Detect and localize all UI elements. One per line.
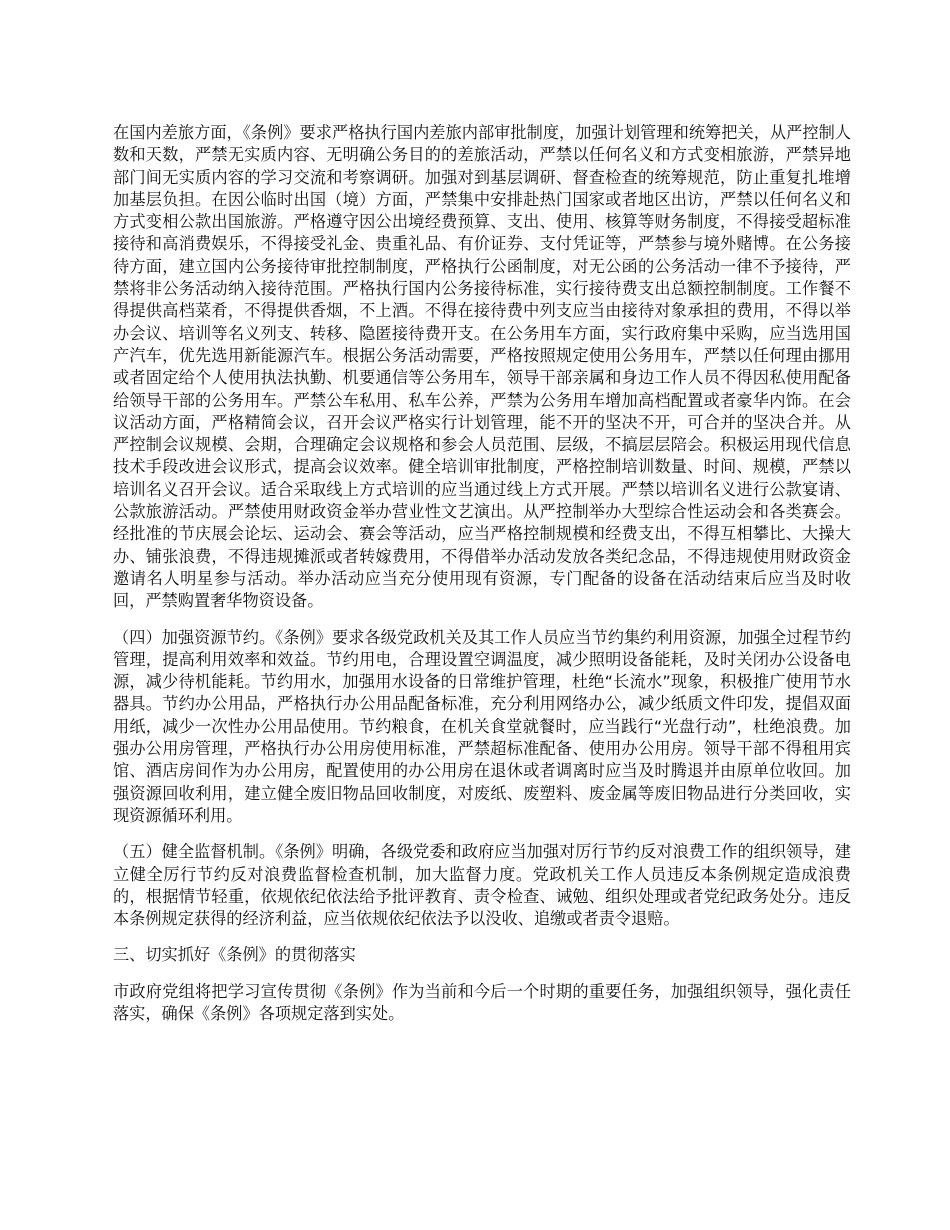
document-body <box>113 122 851 1037</box>
paragraph-supervision-mechanism: （五）健全监督机制。《条例》明确，各级党委和政府应当加强对厉行节约反对浪费工作的组织领导，建立健全厉行节约反对浪费监督检查机制，加大监督力度。党政机关工作人员违反本条例规定造成浪费的，根据情节轻重，依规依纪依法给予批评教育、责令检查、诫勉、组织处理或者党纪政务处分。违反本条例规定获得的经济利益，应当依规依纪依法予以没收、追缴或者责令退赔。 <box>113 842 851 929</box>
paragraph-resource-saving: （四）加强资源节约。《条例》要求各级党政机关及其工作人员应当节约集约利用资源，加强全过程节约管理，提高利用效率和效益。节约用电，合理设置空调温度，减少照明设备能耗，及时关闭办公设备电源，减少待机能耗。节约用水，加强用水设备的日常维护管理，杜绝“长流水”现象，积极推广使用节水器具。节约办公用品，严格执行办公用品配备标准，充分利用网络办公，减少纸质文件印发，提倡双面用纸，减少一次性办公用品使用。节约粮食，在机关食堂就餐时，应当践行“光盘行动”，杜绝浪费。加强办公用房管理，严格执行办公用房使用标准，严禁超标准配备、使用办公用房。领导干部不得租用宾馆、酒店房间作为办公用房，配置使用的办公用房在退休或者调离时应当及时腾退并由原单位收回。加强资源回收利用，建立健全废旧物品回收制度，对废纸、废塑料、废金属等废旧物品进行分类回收，实现资源循环利用。 <box>113 627 851 825</box>
paragraph-travel-reception-vehicles-meetings: 在国内差旅方面，《条例》要求严格执行国内差旅内部审批制度，加强计划管理和统筹把关，从严控制人数和天数，严禁无实质内容、无明确公务目的的差旅活动，严禁以任何名义和方式变相旅游，严禁异地部门间无实质内容的学习交流和考察调研。加强对到基层调研、督查检查的统筹规范，防止重复扎堆增加基层负担。在因公临时出国（境）方面，严禁集中安排赴热门国家或者地区出访，严禁以任何名义和方式变相公款出国旅游。严格遵守因公出境经费预算、支出、使用、核算等财务制度，不得接受超标准接待和高消费娱乐，不得接受礼金、贵重礼品、有价证券、支付凭证等，严禁参与境外赌博。在公务接待方面，建立国内公务接待审批控制制度，严格执行公函制度，对无公函的公务活动一律不予接待，严禁将非公务活动纳入接待范围。严格执行国内公务接待标准，实行接待费支出总额控制制度。工作餐不得提供高档菜肴，不得提供香烟，不上酒。不得在接待费中列支应当由接待对象承担的费用，不得以举办会议、培训等名义列支、转移、隐匿接待费开支。在公务用车方面，实行政府集中采购，应当选用国产汽车，优先选用新能源汽车。根据公务活动需要，严格按照规定使用公务用车，严禁以任何理由挪用或者固定给个人使用执法执勤、机要通信等公务用车，领导干部亲属和身边工作人员不得因私使用配备给领导干部的公务用车。严禁公车私用、私车公养，严禁为公务用车增加高档配置或者豪华内饰。在会议活动方面，严格精简会议，召开会议严格实行计划管理，能不开的坚决不开，可合并的坚决合并。从严控制会议规模、会期，合理确定会议规格和参会人员范围、层级，不搞层层陪会。积极运用现代信息技术手段改进会议形式，提高会议效率。健全培训审批制度，严格控制培训数量、时间、规模，严禁以培训名义召开会议。适合采取线上方式培训的应当通过线上方式开展。严禁以培训名义进行公款宴请、公款旅游活动。严禁使用财政资金举办营业性文艺演出。从严控制举办大型综合性运动会和各类赛会。经批准的节庆展会论坛、运动会、赛会等活动，应当严格控制规模和经费支出，不得互相攀比、大操大办、铺张浪费，不得违规摊派或者转嫁费用，不得借举办活动发放各类纪念品，不得违规使用财政资金邀请名人明星参与活动。举办活动应当充分使用现有资源，专门配备的设备在活动结束后应当及时收回，严禁购置奢华物资设备。 <box>113 123 851 611</box>
section-heading-implementation: 三、切实抓好《条例》的贯彻落实 <box>113 945 356 965</box>
paragraph-implementation: 市政府党组将把学习宣传贯彻《条例》作为当前和今后一个时期的重要任务，加强组织领导，强化责任落实，确保《条例》各项规定落到实处。 <box>113 981 851 1023</box>
